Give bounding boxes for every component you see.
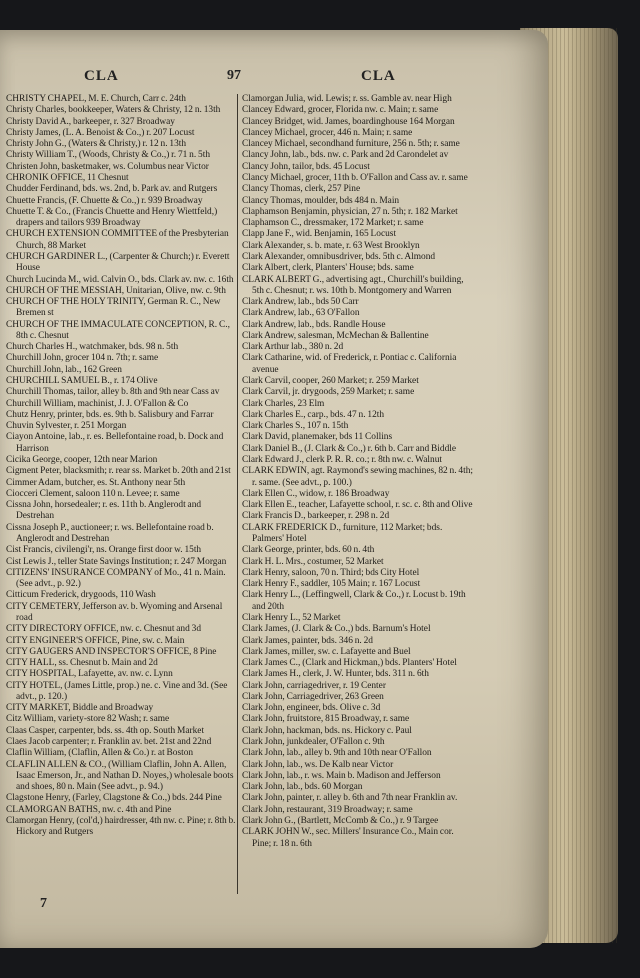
directory-entry: Clark Andrew, lab., bds 50 Carr (242, 297, 359, 308)
directory-entry: Ciocceri Clement, saloon 110 n. Levee; r. same (6, 488, 180, 499)
directory-entry: Clark Henry L., (Leffingwell, Clark & Co.,) r. Locust b. 19th and 20th (242, 590, 466, 612)
directory-entry: Clark John G., (Bartlett, McComb & Co.,) r. 9 Targee (242, 816, 439, 826)
directory-entry: Cist Lewis J., teller State Savings Institution; r. 247 Morgan (6, 556, 227, 567)
directory-entry: Clark Daniel B., (J. Clark & Co.,) r. 6th b. Carr and Biddle (242, 443, 457, 454)
page-number: 97 (227, 68, 241, 83)
directory-entry: Cissna Joseph P., auctioneer; r. ws. Bellefontaine road b. Anglerodt and Destrehan (6, 522, 214, 544)
directory-entry: Clancey Michael, grocer, 446 n. Main; r. same (242, 127, 413, 138)
directory-entry: Clark Henry F., saddler, 105 Main; r. 167 Locust (242, 579, 421, 590)
directory-entry: CITIZENS' INSURANCE COMPANY of Mo., 41 n. Main. (See advt., p. 92.) (6, 567, 226, 590)
directory-entry: Chuette T. & Co., (Francis Chuette and Henry Wiettfeld,) drapers and tailors 939 Broadway (6, 206, 218, 229)
directory-entry: Clark George, printer, bds. 60 n. 4th (242, 545, 375, 556)
directory-entry: CLARK FREDERICK D., furniture, 112 Market; bds. Palmers' Hotel (242, 522, 443, 544)
directory-entry: Claas Casper, carpenter, bds. ss. 4th op. South Market (6, 725, 205, 736)
directory-entry: Clark James, miller, sw. c. Lafayette and Buel (242, 646, 411, 657)
directory-entry: Clark Edward J., clerk P. R. R. co.; r. 8th nw. c. Walnut (242, 455, 442, 465)
directory-entry: Clamorgan Henry, (col'd,) hairdresser, 4th nw. c. Pine; r. 8th b. Hickory and Rutgers (6, 816, 236, 838)
directory-entry: Clark John, carriagedriver, r. 19 Center (242, 680, 386, 691)
directory-entry: CITY ENGINEER'S OFFICE, Pine, sw. c. Main (6, 635, 185, 646)
directory-entry: Clark Alexander, omnibusdriver, bds. 5th c. Almond (242, 251, 436, 262)
directory-entry: Clapp Jane F., wid. Benjamin, 165 Locust (242, 229, 397, 240)
directory-entry: Chuvin Sylvester, r. 251 Morgan (6, 421, 127, 432)
directory-entry: CHURCH GARDINER L., (Carpenter & Church;) r. Everett House (6, 251, 230, 274)
directory-entry: Clark Charles S., 107 n. 15th (242, 421, 349, 432)
header-right-guide: CLA (361, 68, 396, 84)
directory-entry: Clamorgan Julia, wid. Lewis; r. ss. Gamble av. near High (242, 94, 452, 104)
directory-entry: Clark John, restaurant, 319 Broadway; r. same (242, 804, 413, 815)
directory-entry: CLAFLIN ALLEN & CO., (William Claflin, John A. Allen, Isaac Emerson, Jr., and Nathan D. Noyes,) wholesale boots and shoes, 80 n. Main (See advt., p. 94.) (6, 759, 234, 793)
directory-entry: Clark John, lab., alley b. 9th and 10th near O'Fallon (242, 748, 432, 759)
directory-entry: Clark H. L. Mrs., costumer, 52 Market (242, 556, 384, 567)
directory-entry: Claes Jacob carpenter; r. Franklin av. bet. 21st and 22nd (6, 737, 212, 748)
directory-entry: Christy John G., (Waters & Christy,) r. 12 n. 13th (6, 139, 187, 150)
directory-entry: Clark David, planemaker, bds 11 Collins (242, 432, 393, 443)
directory-entry: CITY MARKET, Biddle and Broadway (6, 703, 154, 714)
directory-entry: CITY HALL, ss. Chesnut b. Main and 2d (6, 658, 158, 669)
directory-entry: Clark James, painter, bds. 346 n. 2d (242, 635, 373, 646)
directory-entry: CITY HOSPITAL, Lafayette, av. nw. c. Lynn (6, 669, 173, 680)
directory-entry: Clark James C., (Clark and Hickman,) bds. Planters' Hotel (242, 658, 457, 669)
directory-entry: CHURCH EXTENSION COMMITTEE of the Presbyterian Church, 88 Market (6, 229, 229, 251)
directory-entry: Clancey Bridget, wid. James, boardinghouse 164 Morgan (242, 116, 455, 127)
directory-entry: Clark Alexander, s. b. mate, r. 63 West Brooklyn (242, 240, 420, 251)
directory-entry: Clark Charles, 23 Elm (242, 398, 325, 409)
directory-entry: Clark John, lab., bds. 60 Morgan (242, 782, 363, 793)
directory-entry: Christy James, (L. A. Benoist & Co.,) r. 207 Locust (6, 127, 195, 138)
directory-entry: Cimmer Adam, butcher, es. St. Anthony near 5th (6, 477, 186, 488)
directory-entry: Clancy Thomas, clerk, 257 Pine (242, 184, 361, 195)
directory-entry: Claflin William, (Claflin, Allen & Co.) r. at Boston (6, 748, 194, 759)
directory-entry: Clark Albert, clerk, Planters' House; bds. same (242, 263, 414, 274)
directory-entry: Churchill John, grocer 104 n. 7th; r. same (6, 353, 159, 364)
directory-entry: Clark Ellen E., teacher, Lafayette school, r. sc. c. 8th and Olive (242, 500, 473, 511)
directory-entry: Church Lucinda M., wid. Calvin O., bds. Clark av. nw. c. 16th (6, 274, 234, 285)
directory-entry: CHURCH OF THE MESSIAH, Unitarian, Olive, nw. c. 9th (6, 285, 226, 296)
directory-entry: Clark John, painter, r. alley b. 6th and 7th near Franklin av. (242, 793, 458, 804)
directory-entry: Clark Andrew, lab., bds. Randle House (242, 319, 386, 330)
left-column (6, 94, 236, 906)
directory-entry: CLARK ALBERT G., advertising agt., Churchill's building, 5th c. Chesnut; r. ws. 10th b. Montgomery and Warren (242, 274, 464, 296)
directory-entry: Clancy Michael, grocer, 11th b. O'Fallon and Cass av. r. same (242, 172, 468, 183)
directory-entry: Clark Andrew, salesman, McMechan & Ballentine (242, 330, 429, 341)
directory-entry: Chudder Ferdinand, bds. ws. 2nd, b. Park av. and Rutgers (6, 184, 218, 195)
directory-entry: Clark Arthur lab., 380 n. 2d (242, 342, 344, 353)
directory-entry: Clark Ellen C., widow, r. 186 Broadway (242, 488, 390, 499)
directory-entry: Christen John, basketmaker, ws. Columbus near Victor (6, 161, 209, 172)
directory-entry: Clark Catharine, wid. of Frederick, r. Pontiac c. California avenue (242, 353, 457, 375)
directory-entry: CITY CEMETERY, Jefferson av. b. Wyoming and Arsenal road (6, 601, 223, 623)
directory-entry: Chutz Henry, printer, bds. es. 9th b. Salisbury and Farrar (6, 409, 214, 420)
directory-entry: Clark James, (J. Clark & Co.,) bds. Barnum's Hotel (242, 624, 431, 635)
directory-entry: CHRISTY CHAPEL, M. E. Church, Carr c. 24th (6, 94, 186, 104)
directory-entry: Clancey Edward, grocer, Florida nw. c. Main; r. same (242, 105, 439, 116)
directory-entry: Claphamson Benjamin, physician, 27 n. 5th; r. 182 Market (242, 206, 458, 217)
directory-entry: Clark John, engineer, bds. Olive c. 3d (242, 703, 381, 714)
directory-entry: Clark Carvil, jr. drygoods, 259 Market; r. same (242, 387, 415, 398)
directory-entry: CLARK EDWIN, agt. Raymond's sewing machines, 82 n. 4th; r. same. (See advt., p. 100.) (242, 466, 473, 488)
directory-entry: Cicika George, cooper, 12th near Marion (6, 455, 158, 465)
directory-entry: Churchill John, lab., 162 Green (6, 364, 122, 375)
directory-entry: CITY GAUGERS AND INSPECTOR'S OFFICE, 8 Pine (6, 646, 217, 657)
directory-entry: Clark James H., clerk, J. W. Hunter, bds. 311 n. 6th (242, 669, 429, 680)
directory-entry: Cigment Peter, blacksmith; r. rear ss. Market b. 20th and 21st (6, 466, 231, 477)
directory-entry: Christy William T., (Woods, Christy & Co.,) r. 71 n. 5th (6, 150, 211, 161)
directory-entry: Clark John, fruitstore, 815 Broadway, r. same (242, 714, 410, 725)
directory-entry: Clark Henry L., 52 Market (242, 612, 341, 623)
running-header (0, 68, 540, 88)
directory-entry: CHURCH OF THE IMMACULATE CONCEPTION, R. C., 8th c. Chesnut (6, 319, 230, 341)
directory-entry: Ciayon Antoine, lab., r. es. Bellefontaine road, b. Dock and Harrison (6, 432, 224, 454)
directory-entry: Citticum Frederick, drygoods, 110 Wash (6, 590, 156, 601)
directory-entry: Clancy John, lab., bds. nw. c. Park and 2d Carondelet av (242, 150, 449, 161)
directory-entry: Cissna John, horsedealer; r. es. 11th b. Anglerodt and Destrehan (6, 500, 202, 522)
directory-entry: CHURCHILL SAMUEL B., r. 174 Olive (6, 376, 158, 387)
directory-entry: Clark Charles E., carp., bds. 47 n. 12th (242, 409, 385, 420)
directory-entry: Clark John, junkdealer, O'Fallon c. 9th (242, 737, 385, 748)
directory-entry: Clagstone Henry, (Farley, Clagstone & Co.,) bds. 244 Pine (6, 793, 222, 804)
directory-entry: Claphamson C., dressmaker, 172 Market; r. same (242, 218, 424, 229)
directory-entry: CITY DIRECTORY OFFICE, nw. c. Chesnut and 3d (6, 624, 202, 635)
right-column (242, 94, 474, 906)
header-left-guide: CLA (84, 68, 119, 84)
directory-entry: Clark Andrew, lab., 63 O'Fallon (242, 308, 360, 319)
directory-entry: Clancey Michael, secondhand furniture, 256 n. 5th; r. same (242, 139, 460, 150)
directory-entry: Chuette Francis, (F. Chuette & Co.,) r. 939 Broadway (6, 195, 203, 206)
directory-entry: Christy David A., barkeeper, r. 327 Broadway (6, 116, 175, 127)
directory-page (0, 30, 548, 948)
directory-entry: Clark John, hackman, bds. ns. Hickory c. Paul (242, 725, 412, 736)
directory-entry: Cist Francis, civilengi'r, ns. Orange first door w. 15th (6, 545, 202, 556)
directory-entry: Clark John, lab., ws. De Kalb near Victor (242, 759, 394, 770)
column-divider (237, 94, 238, 894)
directory-entry: CITY HOTEL, (James Little, prop.) ne. c. Vine and 3d. (See advt., p. 120.) (6, 680, 228, 702)
directory-entry: Clancy Thomas, moulder, bds 484 n. Main (242, 195, 400, 206)
directory-entry: Clark John, Carriagedriver, 263 Green (242, 691, 384, 702)
directory-entry: Clark Carvil, cooper, 260 Market; r. 259 Market (242, 376, 419, 387)
signature-mark: 7 (40, 896, 47, 911)
directory-entry: Churchill Thomas, tailor, alley b. 8th and 9th near Cass av (6, 387, 220, 398)
directory-entry: Christy Charles, bookkeeper, Waters & Christy, 12 n. 13th (6, 105, 221, 116)
directory-entry: Clark Francis D., barkeeper, r. 298 n. 2d (242, 511, 390, 522)
directory-entry: Churchill William, machinist, J. J. O'Fallon & Co (6, 398, 189, 409)
directory-entry: CLAMORGAN BATHS, nw. c. 4th and Pine (6, 804, 172, 815)
directory-entry: CHRONIK OFFICE, 11 Chesnut (6, 172, 129, 183)
directory-entry: CHURCH OF THE HOLY TRINITY, German R. C., New Bremen st (6, 297, 221, 319)
directory-entry: CLARK JOHN W., sec. Millers' Insurance Co., Main cor. Pine; r. 18 n. 6th (242, 827, 454, 849)
directory-entry: Clark John, lab., r. ws. Main b. Madison and Jefferson (242, 770, 441, 781)
directory-entry: Clark Henry, saloon, 70 n. Third; bds City Hotel (242, 567, 420, 578)
directory-entry: Clancy John, tailor, bds. 45 Locust (242, 161, 370, 172)
directory-entry: Church Charles H., watchmaker, bds. 98 n. 5th (6, 342, 179, 353)
directory-entry: Citz William, variety-store 82 Wash; r. same (6, 714, 170, 725)
